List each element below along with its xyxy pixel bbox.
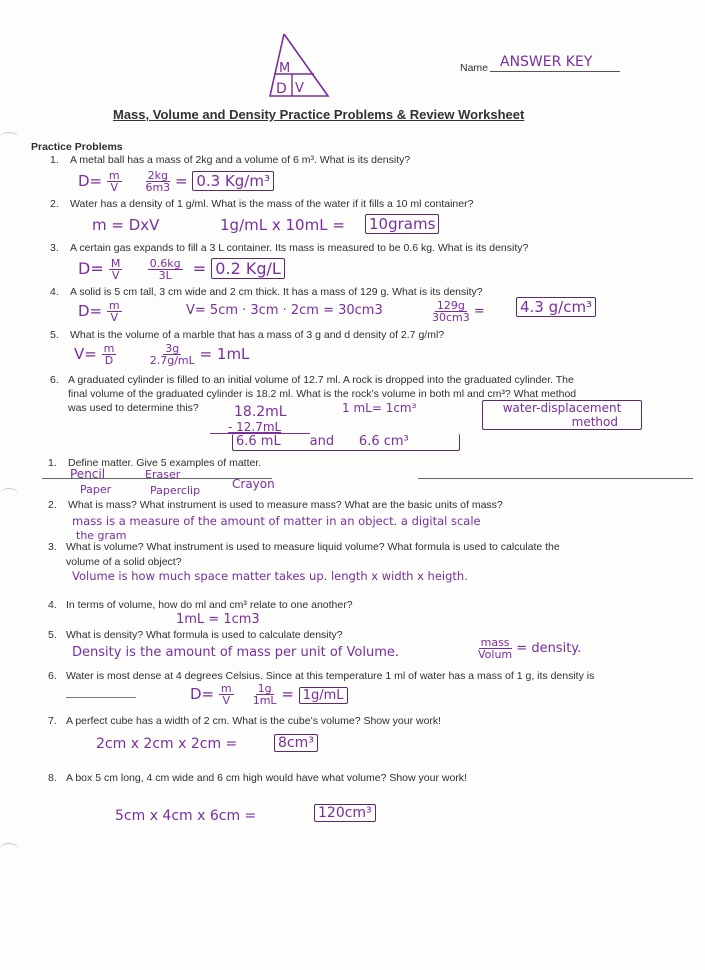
question-number: 6. xyxy=(50,374,59,386)
question-text: A graduated cylinder is filled to an initial volume of 12.7 ml. A rock is dropped into the graduated cylinder. The xyxy=(68,374,574,386)
answer-work: 2cm x 2cm x 2cm = xyxy=(96,736,238,752)
question-text: What is mass? What instrument is used to measure mass? What are the basic units of mass? xyxy=(68,499,503,511)
example-item: Crayon xyxy=(232,477,275,491)
question-text: final volume of the graduated cylinder is 18.2 ml. What is the rock’s volume in both ml and cm³? What method xyxy=(68,388,577,400)
question-text: A box 5 cm long, 4 cm wide and 6 cm high would have what volume? Show your work! xyxy=(66,772,467,784)
answer-text: Density is the amount of mass per unit of Volume. xyxy=(72,645,399,660)
question-number: 2. xyxy=(48,499,57,511)
question-text: A perfect cube has a width of 2 cm. What is the cube’s volume? Show your work! xyxy=(66,715,442,727)
answer-work: D= $\frac{M}{V}$ $\frac{0.6kg}{3L}$ = 0.2 Kg/L xyxy=(78,258,285,281)
answer-work: 1g/mL x 10mL = xyxy=(220,216,345,234)
answer-line xyxy=(418,478,693,479)
example-item: Paperclip xyxy=(150,484,201,497)
answer-work: D= $\frac{m}{V}$ xyxy=(78,299,120,324)
question-text: Water has a density of 1 g/ml. What is the mass of the water if it fills a 10 ml container? xyxy=(70,198,474,210)
question-text: A metal ball has a mass of 2kg and a volume of 6 m³. What is its density? xyxy=(70,154,411,166)
subtraction-top: 18.2mL xyxy=(234,404,287,420)
answer-box: 0.2 Kg/L xyxy=(211,258,284,279)
question-text: What is density? What formula is used to calculate density? xyxy=(66,629,343,641)
answer-work: D= $\frac{m}{V}$ $\frac{2kg}{6m3}$ = 0.3 Kg/m³ xyxy=(78,170,274,193)
question-text: Water is most dense at 4 degrees Celsius. Since at this temperature 1 ml of water has a mass of 1 g, its density is xyxy=(66,670,595,682)
answer-box: 1g/mL xyxy=(299,687,348,704)
question-text: What is volume? What instrument is used to measure liquid volume? What formula is used to calculate the xyxy=(66,541,560,553)
question-number: 4. xyxy=(48,599,57,611)
svg-text:D: D xyxy=(276,81,287,97)
answer-work: m = DxV xyxy=(92,216,160,234)
answer-blank xyxy=(66,697,136,698)
name-value[interactable]: ANSWER KEY xyxy=(500,54,593,70)
question-text: was used to determine this? xyxy=(68,402,199,414)
punch-hole-mark xyxy=(0,843,18,854)
answer-box: 120cm³ xyxy=(314,804,376,822)
svg-text:M: M xyxy=(279,61,291,76)
question-text: What is the volume of a marble that has a mass of 3 g and d density of 2.7 g/ml? xyxy=(70,329,445,341)
answer-text: Volume is how much space matter takes up. length x width x heigth. xyxy=(72,569,468,583)
name-underline xyxy=(490,71,620,72)
example-item: Paper xyxy=(80,483,112,496)
answer-work: V= $\frac{m}{D}$ $\frac{3g}{2.7g/mL}$ = 1mL xyxy=(74,342,250,367)
question-number: 2. xyxy=(50,198,59,210)
method-box: water-displacement method xyxy=(482,400,642,430)
answer-box: 0.3 Kg/m³ xyxy=(192,171,274,191)
answer: 1mL xyxy=(216,345,250,363)
density-formula: $\frac{\text{mass}}{\text{Volum}}$ = density. xyxy=(478,636,582,661)
section-heading: Practice Problems xyxy=(31,141,123,153)
answer-text: 1mL = 1cm3 xyxy=(176,612,260,627)
question-number: 1. xyxy=(50,154,59,166)
svg-text:V: V xyxy=(295,81,304,96)
question-number: 5. xyxy=(48,629,57,641)
question-number: 3. xyxy=(48,541,57,553)
subtraction-bottom: - 12.7mL xyxy=(228,420,282,434)
question-text: A solid is 5 cm tall, 3 cm wide and 2 cm thick. It has a mass of 129 g. What is its density? xyxy=(70,286,483,298)
question-number: 1. xyxy=(48,457,57,469)
answer-box: 6.6 mL and 6.6 cm³ xyxy=(232,434,460,451)
density-triangle-icon xyxy=(262,30,332,100)
example-item: Eraser xyxy=(145,468,181,481)
conversion-note: 1 mL= 1cm³ xyxy=(342,401,417,415)
worksheet-title: Mass, Volume and Density Practice Problems & Review Worksheet xyxy=(113,107,525,122)
name-label: Name xyxy=(460,62,489,74)
question-text: Define matter. Give 5 examples of matter. xyxy=(68,457,262,469)
answer-box: 10grams xyxy=(365,214,439,234)
question-text: In terms of volume, how do ml and cm³ relate to one another? xyxy=(66,599,353,611)
question-text: A certain gas expands to fill a 3 L container. Its mass is measured to be 0.6 kg. What is its density? xyxy=(70,242,529,254)
question-number: 4. xyxy=(50,286,59,298)
volume-calc: V= 5cm · 3cm · 2cm = 30cm3 xyxy=(186,303,383,318)
question-number: 6. xyxy=(48,670,57,682)
answer-text: the gram xyxy=(76,529,127,542)
question-number: 8. xyxy=(48,772,57,784)
answer-text: mass is a measure of the amount of matter in an object. a digital scale xyxy=(72,514,481,528)
answer-box: 4.3 g/cm³ xyxy=(516,297,596,317)
question-number: 5. xyxy=(50,329,59,341)
answer-work: 5cm x 4cm x 6cm = xyxy=(115,808,257,824)
question-text: volume of a solid object? xyxy=(66,556,182,568)
answer-box: 8cm³ xyxy=(274,734,318,752)
answer-work: D= $\frac{m}{V}$ $\frac{1g}{1mL}$ = 1g/mL xyxy=(190,683,348,706)
question-number: 3. xyxy=(50,242,59,254)
question-number: 7. xyxy=(48,715,57,727)
answer-work: $\frac{129g}{30cm3}$ = xyxy=(432,299,485,324)
punch-hole-mark xyxy=(0,132,18,143)
punch-hole-mark xyxy=(0,488,18,499)
example-item: Pencil xyxy=(70,467,106,481)
